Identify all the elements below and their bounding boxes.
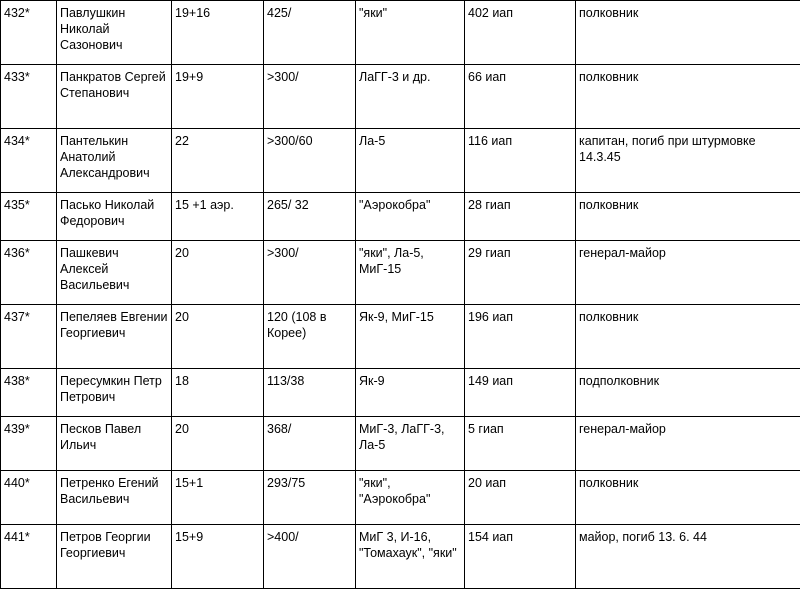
cell-sorties: >300/60	[264, 129, 356, 193]
cell-unit: 154 иап	[465, 525, 576, 589]
cell-sorties: >300/	[264, 65, 356, 129]
cell-victories: 18	[172, 369, 264, 417]
cell-victories: 19+9	[172, 65, 264, 129]
table-row	[1, 471, 800, 525]
cell-sorties: 120 (108 в Корее)	[264, 305, 356, 369]
cell-unit: 66 иап	[465, 65, 576, 129]
cell-unit: 196 иап	[465, 305, 576, 369]
cell-rank: полковник	[576, 471, 800, 525]
cell-aircraft: "яки"	[356, 1, 465, 65]
cell-name: Панкратов Сергей Степанович	[57, 65, 172, 129]
cell-number: 433*	[1, 65, 57, 129]
cell-rank: полковник	[576, 193, 800, 241]
cell-number: 434*	[1, 129, 57, 193]
cell-aircraft: Як-9, МиГ-15	[356, 305, 465, 369]
cell-victories: 15 +1 аэр.	[172, 193, 264, 241]
cell-number: 438*	[1, 369, 57, 417]
table-row	[1, 193, 800, 241]
cell-unit: 28 гиап	[465, 193, 576, 241]
cell-rank: майор, погиб 13. 6. 44	[576, 525, 800, 589]
cell-number: 437*	[1, 305, 57, 369]
cell-unit: 29 гиап	[465, 241, 576, 305]
cell-victories: 15+9	[172, 525, 264, 589]
cell-number: 439*	[1, 417, 57, 471]
cell-victories: 19+16	[172, 1, 264, 65]
cell-number: 440*	[1, 471, 57, 525]
cell-victories: 15+1	[172, 471, 264, 525]
cell-aircraft: Ла-5	[356, 129, 465, 193]
cell-aircraft: МиГ 3, И-16, "Томахаук", "яки"	[356, 525, 465, 589]
cell-aircraft: "яки", "Аэрокобра"	[356, 471, 465, 525]
table-row	[1, 129, 800, 193]
table-row	[1, 241, 800, 305]
cell-aircraft: "Аэрокобра"	[356, 193, 465, 241]
cell-unit: 149 иап	[465, 369, 576, 417]
table-row	[1, 65, 800, 129]
table-row	[1, 305, 800, 369]
cell-number: 441*	[1, 525, 57, 589]
cell-number: 435*	[1, 193, 57, 241]
table-row	[1, 525, 800, 589]
cell-name: Пашкевич Алексей Васильевич	[57, 241, 172, 305]
table-row	[1, 369, 800, 417]
cell-name: Петренко Егений Васильевич	[57, 471, 172, 525]
cell-sorties: 425/	[264, 1, 356, 65]
cell-name: Пантелькин Анатолий Александрович	[57, 129, 172, 193]
cell-aircraft: ЛаГГ-3 и др.	[356, 65, 465, 129]
cell-sorties: >300/	[264, 241, 356, 305]
cell-name: Пепеляев Евгении Георгиевич	[57, 305, 172, 369]
cell-unit: 116 иап	[465, 129, 576, 193]
cell-aircraft: "яки", Ла-5, МиГ-15	[356, 241, 465, 305]
table-row	[1, 417, 800, 471]
cell-sorties: 113/38	[264, 369, 356, 417]
cell-number: 432*	[1, 1, 57, 65]
table-row	[1, 1, 800, 65]
cell-sorties: 368/	[264, 417, 356, 471]
cell-name: Павлушкин Николай Сазонович	[57, 1, 172, 65]
cell-victories: 20	[172, 241, 264, 305]
cell-victories: 22	[172, 129, 264, 193]
cell-rank: подполковник	[576, 369, 800, 417]
cell-aircraft: Як-9	[356, 369, 465, 417]
cell-victories: 20	[172, 305, 264, 369]
cell-sorties: 293/75	[264, 471, 356, 525]
cell-name: Пересумкин Петр Петрович	[57, 369, 172, 417]
cell-rank: полковник	[576, 65, 800, 129]
cell-rank: капитан, погиб при штурмовке 14.3.45	[576, 129, 800, 193]
cell-name: Пасько Николай Федорович	[57, 193, 172, 241]
cell-rank: полковник	[576, 305, 800, 369]
cell-rank: полковник	[576, 1, 800, 65]
cell-number: 436*	[1, 241, 57, 305]
cell-sorties: >400/	[264, 525, 356, 589]
cell-rank: генерал-майор	[576, 417, 800, 471]
cell-victories: 20	[172, 417, 264, 471]
cell-unit: 20 иап	[465, 471, 576, 525]
cell-unit: 5 гиап	[465, 417, 576, 471]
cell-sorties: 265/ 32	[264, 193, 356, 241]
cell-name: Песков Павел Ильич	[57, 417, 172, 471]
cell-rank: генерал-майор	[576, 241, 800, 305]
cell-aircraft: МиГ-3, ЛаГГ-3, Ла-5	[356, 417, 465, 471]
cell-unit: 402 иап	[465, 1, 576, 65]
cell-name: Петров Георгии Георгиевич	[57, 525, 172, 589]
